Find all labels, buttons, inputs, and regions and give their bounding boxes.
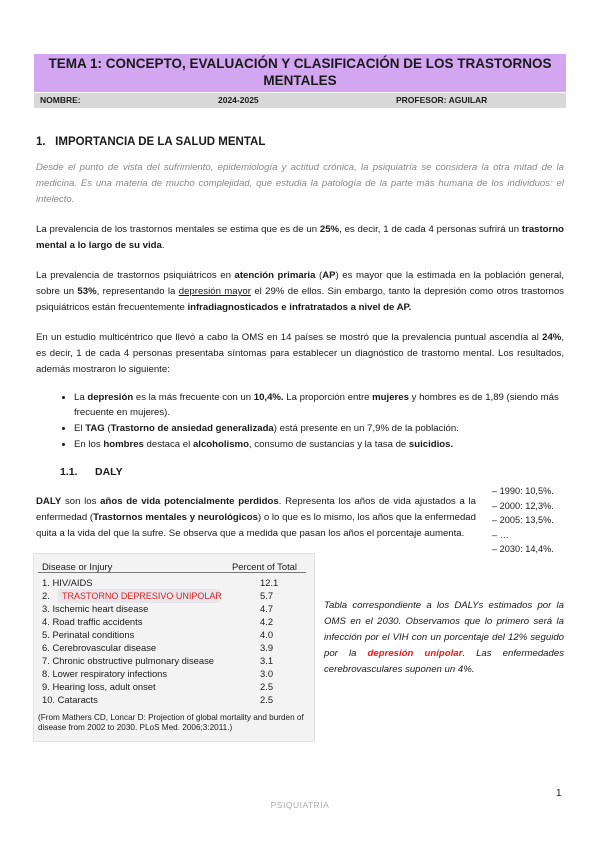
section-heading: 1. IMPORTANCIA DE LA SALUD MENTAL xyxy=(36,136,266,148)
list-item: – … xyxy=(492,528,554,543)
page-number: 1 xyxy=(556,788,562,799)
table-row: 3. Ischemic heart disease 4.7 xyxy=(42,603,274,614)
table-source: (From Mathers CD, Loncar D: Projection of global mortality and burden of disease from 2002 to 2030. PLoS Med. 2006;3:2011.) xyxy=(38,713,304,732)
table-header-percent: Percent of Total xyxy=(232,561,297,572)
table-row: 5. Perinatal conditions 4.0 xyxy=(42,629,274,640)
list-item: – 2000: 12,3%. xyxy=(492,499,554,514)
table-row: 6. Cerebrovascular disease 3.9 xyxy=(42,642,274,653)
list-item: – 2005: 13,5%. xyxy=(492,513,554,528)
highlight-label: TRASTORNO DEPRESIVO UNIPOLAR xyxy=(62,591,222,601)
table-row: 1. HIV/AIDS 12.1 xyxy=(42,577,279,588)
table-divider xyxy=(38,572,306,573)
table-row: 4. Road traffic accidents 4.2 xyxy=(42,616,274,627)
list-item: – 2030: 14,4%. xyxy=(492,542,554,557)
paragraph-prevalence: La prevalencia de los trastornos mentales se estima que es de un 25%, es decir, 1 de cada 4 personas sufrirá un trastorno mental a lo largo de su vida. xyxy=(36,224,564,251)
paragraph-who-study: En un estudio multicéntrico que llevó a cabo la OMS en 14 países se mostró que la prevalencia puntual ascendía al 24%, es decir, 1 de cada 4 personas presentaba síntomas para establecer un diagnóstico de trastorno mental. Los resultados, además mostraron lo siguiente: xyxy=(36,332,564,375)
list-item: • La depresión es la más frecuente con un 10,4%. La proporción entre mujeres y hombres es de 1,89 (siendo más frecuente en mujeres). xyxy=(74,390,594,420)
table-caption: Tabla correspondiente a los DALYs estimados por la OMS en el 2030. Observamos que lo primero será la infección por el VIH con un porcentaje del 12% seguido por la depresión unipolar. Las enfermedades cerebrovasculares suponen un 4%. xyxy=(324,600,564,675)
table-header-disease: Disease or Injury xyxy=(42,561,113,572)
course-year: 2024-2025 xyxy=(218,95,259,105)
subsection-heading: 1.1. DALY xyxy=(60,466,123,478)
footer-label: PSIQUIATRÍA xyxy=(270,800,330,810)
daly-projections xyxy=(492,484,554,557)
list-item: – 1990: 10,5%. xyxy=(492,484,554,499)
list-item: • El TAG (Trastorno de ansiedad generalizada) está presente en un 7,9% de la población. xyxy=(74,421,594,436)
list-item: • En los hombres destaca el alcoholismo, consumo de sustancias y la tasa de suicidios. xyxy=(74,437,594,452)
intro-paragraph: Desde el punto de vista del sufrimiento, epidemiología y actitud crónica, la psiquiatría se considera la otra mitad de la medicina. Es una materia de mucho complejidad, que estudia la patología de la parte más humana de los individuos: el intelecto. xyxy=(36,162,564,205)
document-title: TEMA 1: CONCEPTO, EVALUACIÓN Y CLASIFICACIÓN DE LOS TRASTORNOS MENTALES xyxy=(48,56,552,88)
table-row: 2. 5.7 xyxy=(42,590,274,601)
results-list xyxy=(36,390,594,453)
table-row: 9. Hearing loss, adult onset 2.5 xyxy=(42,681,274,692)
name-label: NOMBRE: xyxy=(40,95,81,105)
table-row: 10. Cataracts 2.5 xyxy=(42,694,274,705)
professor-label: PROFESOR: AGUILAR xyxy=(396,95,488,105)
paragraph-daly: DALY son los años de vida potencialmente perdidos. Representa los años de vida ajustados a la enfermedad (Trastornos mentales y neurológicos) o lo que es lo mismo, los años que la enfermedad quita a la vida del que la sufre. Se observa que a medida que pasan los años el porcentaje aumenta. xyxy=(36,496,476,539)
paragraph-primary-care: La prevalencia de trastornos psiquiátricos en atención primaria (AP) es mayor que la estimada en la población general, sobre un 53%, representando la depresión mayor el 29% de ellos. Sin embargo, tanto la depresión como otros trastornos psiquiátricos están frecuentemente infradiagnosticados e infratratados a nivel de AP. xyxy=(36,270,564,313)
table-row: 7. Chronic obstructive pulmonary disease 3.1 xyxy=(42,655,274,666)
table-row: 8. Lower respiratory infections 3.0 xyxy=(42,668,274,679)
